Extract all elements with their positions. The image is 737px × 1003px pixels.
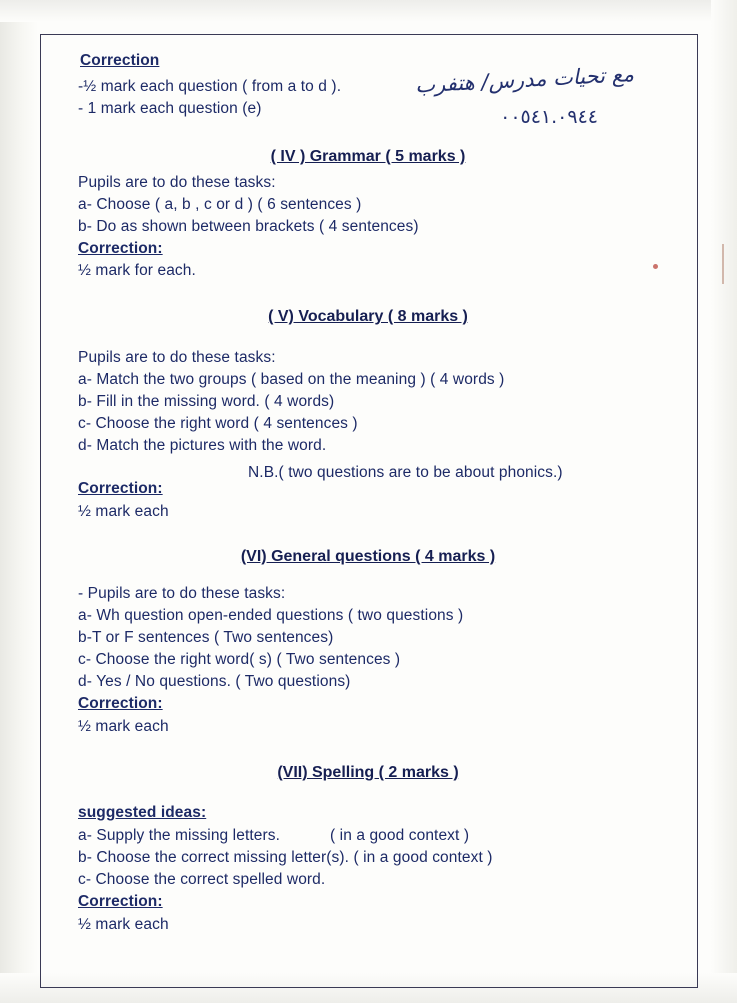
- text-general-item-b: b-T or F sentences ( Two sentences): [78, 629, 334, 646]
- page-edge-shadow-top: [0, 0, 737, 22]
- document-body: [40, 34, 696, 986]
- handwritten-phone-number: ٠٠٥٤١.٠٩٤٤: [500, 106, 598, 128]
- heading-spelling-suggested-ideas: suggested ideas:: [78, 804, 207, 821]
- text-vocabulary-correction-line: ½ mark each: [78, 503, 169, 520]
- page-edge-shadow-left: [0, 0, 38, 1003]
- text-vocabulary-intro: Pupils are to do these tasks:: [78, 349, 276, 366]
- text-vocabulary-note: N.B.( two questions are to be about phonics.): [248, 464, 563, 481]
- text-vocabulary-item-b: b- Fill in the missing word. ( 4 words): [78, 393, 335, 410]
- text-vocabulary-item-d: d- Match the pictures with the word.: [78, 437, 327, 454]
- text-spelling-item-b: b- Choose the correct missing letter(s). ( in a good context ): [78, 849, 493, 866]
- heading-grammar-correction: Correction:: [78, 240, 163, 257]
- handwritten-arabic-greeting: مع تحيات مدرس/ هتفرب: [414, 62, 635, 98]
- section-heading-vocabulary: [40, 308, 696, 326]
- text-top-correction-line-2: - 1 mark each question (e): [78, 100, 262, 117]
- page-edge-shadow-right: [711, 0, 737, 1003]
- section-heading-general-questions: [40, 548, 696, 566]
- text-spelling-item-a-note: ( in a good context ): [330, 827, 470, 844]
- text-general-item-d: d- Yes / No questions. ( Two questions): [78, 673, 351, 690]
- section-heading-grammar: [40, 148, 696, 166]
- text-grammar-intro: Pupils are to do these tasks:: [78, 174, 276, 191]
- text-top-correction-line-1: -½ mark each question ( from a to d ).: [78, 78, 342, 95]
- text-general-item-a: a- Wh question open-ended questions ( two questions ): [78, 607, 464, 624]
- text-vocabulary-item-c: c- Choose the right word ( 4 sentences ): [78, 415, 358, 432]
- text-general-item-c: c- Choose the right word( s) ( Two sentences ): [78, 651, 401, 668]
- scan-hairline: [722, 244, 724, 284]
- text-grammar-item-b: b- Do as shown between brackets ( 4 sentences): [78, 218, 419, 235]
- text-general-intro: - Pupils are to do these tasks:: [78, 585, 286, 602]
- section-heading-spelling: [40, 764, 696, 782]
- section-heading-spelling-text: (VII) Spelling ( 2 marks ): [277, 764, 459, 781]
- section-heading-general-questions-text: (VI) General questions ( 4 marks ): [240, 548, 496, 565]
- text-spelling-item-c: c- Choose the correct spelled word.: [78, 871, 326, 888]
- heading-general-correction: Correction:: [78, 695, 163, 712]
- section-heading-vocabulary-text: ( V) Vocabulary ( 8 marks ): [268, 308, 468, 325]
- text-general-correction-line: ½ mark each: [78, 718, 169, 735]
- heading-spelling-correction: Correction:: [78, 893, 163, 910]
- text-vocabulary-item-a: a- Match the two groups ( based on the meaning ) ( 4 words ): [78, 371, 505, 388]
- heading-vocabulary-correction: Correction:: [78, 480, 163, 497]
- section-heading-grammar-text: ( IV ) Grammar ( 5 marks ): [270, 148, 466, 165]
- text-spelling-item-a: a- Supply the missing letters.: [78, 827, 281, 844]
- text-grammar-correction-line: ½ mark for each.: [78, 262, 196, 279]
- heading-top-correction: Correction: [80, 52, 160, 69]
- text-grammar-item-a: a- Choose ( a, b , c or d ) ( 6 sentences ): [78, 196, 362, 213]
- text-spelling-correction-line: ½ mark each: [78, 916, 169, 933]
